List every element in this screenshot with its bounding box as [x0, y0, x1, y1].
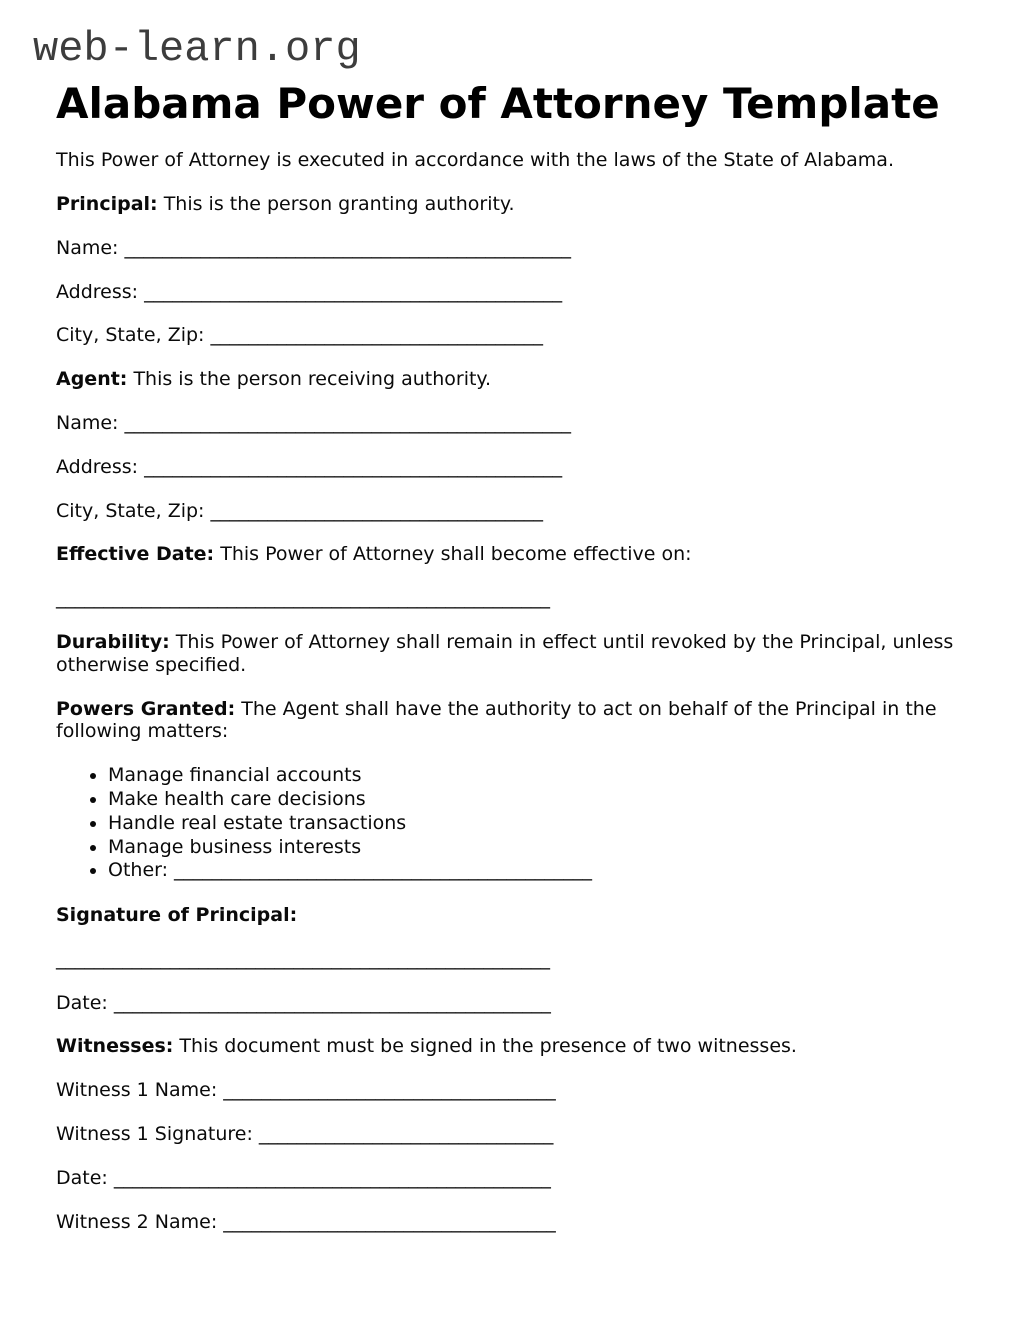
- witness-2-name-field: [56, 1211, 976, 1234]
- agent-name-field: [56, 412, 976, 435]
- principal-name-field: [56, 237, 976, 260]
- blank-line: ____________________________________________________: [56, 587, 550, 610]
- effective-date-blank-line: [56, 587, 976, 610]
- blank-line: ____________________________________________________: [56, 947, 550, 970]
- agent-description: This is the person receiving authority.: [127, 368, 491, 391]
- field-label: Date:: [56, 991, 108, 1014]
- blank-line: ___________________________________: [204, 324, 543, 347]
- effective-date-label: Effective Date:: [56, 543, 215, 566]
- agent-section-heading: [56, 368, 976, 391]
- power-item-other: [108, 859, 976, 883]
- blank-line: ______________________________________________: [107, 1166, 551, 1189]
- principal-description: This is the person granting authority.: [157, 193, 515, 216]
- blank-line: ____________________________________________: [168, 859, 593, 882]
- witnesses-section-heading: [56, 1035, 976, 1058]
- power-item-health-care: • Make health care decisions: [108, 788, 976, 812]
- durability-label: Durability:: [56, 631, 170, 654]
- field-label: City, State, Zip:: [56, 499, 205, 522]
- principal-address-field: [56, 281, 976, 304]
- witness-1-name-field: [56, 1079, 976, 1102]
- durability-description: This Power of Attorney shall remain in effect until revoked by the Principal, unless otherwise specified.: [56, 631, 954, 676]
- field-label: Name:: [56, 412, 119, 435]
- powers-list: [56, 764, 976, 883]
- powers-granted-section-heading: [56, 698, 976, 744]
- blank-line: ____________________________________________: [138, 455, 563, 478]
- witness-date-field: [56, 1167, 976, 1190]
- signature-blank-line: [56, 948, 976, 971]
- blank-line: _______________________________: [252, 1122, 554, 1145]
- signature-section-heading: [56, 904, 976, 927]
- power-item-real-estate: • Handle real estate transactions: [108, 812, 976, 836]
- agent-address-field: [56, 456, 976, 479]
- blank-line: ___________________________________: [217, 1210, 556, 1233]
- durability-section: [56, 631, 976, 677]
- field-label: Witness 1 Signature:: [56, 1122, 253, 1145]
- power-item-financial: • Manage financial accounts: [108, 764, 976, 788]
- field-label: Date:: [56, 1166, 108, 1189]
- powers-granted-description: The Agent shall have the authority to act on behalf of the Principal in the following matters:: [56, 697, 937, 743]
- signature-date-field: [56, 992, 976, 1015]
- witness-1-signature-field: [56, 1123, 976, 1146]
- principal-section-heading: [56, 193, 976, 216]
- field-label: Name:: [56, 236, 119, 259]
- intro-paragraph: This Power of Attorney is executed in accordance with the laws of the State of Alabama.: [56, 149, 894, 172]
- agent-label: Agent:: [56, 368, 128, 391]
- field-label: Other:: [108, 859, 169, 882]
- blank-line: _______________________________________________: [118, 412, 572, 435]
- witnesses-description: This document must be signed in the presence of two witnesses.: [173, 1035, 797, 1058]
- blank-line: ____________________________________________: [138, 280, 563, 303]
- field-label: Witness 1 Name:: [56, 1079, 218, 1102]
- witnesses-label: Witnesses:: [56, 1035, 174, 1058]
- blank-line: ___________________________________: [204, 499, 543, 522]
- power-item-business: • Manage business interests: [108, 836, 976, 860]
- blank-line: ______________________________________________: [107, 991, 551, 1014]
- effective-date-description: This Power of Attorney shall become effective on:: [214, 543, 692, 566]
- blank-line: ___________________________________: [217, 1079, 556, 1102]
- blank-line: _______________________________________________: [118, 236, 572, 259]
- page-title: Alabama Power of Attorney Template: [56, 79, 940, 128]
- field-label: Witness 2 Name:: [56, 1210, 218, 1233]
- agent-city-state-zip-field: [56, 500, 976, 523]
- effective-date-section-heading: [56, 543, 976, 566]
- field-label: City, State, Zip:: [56, 324, 205, 347]
- principal-city-state-zip-field: [56, 324, 976, 347]
- powers-granted-label: Powers Granted:: [56, 697, 236, 720]
- principal-label: Principal:: [56, 193, 158, 216]
- field-label: Address:: [56, 280, 139, 303]
- signature-label: Signature of Principal:: [56, 904, 298, 926]
- field-label: Address:: [56, 455, 139, 478]
- site-logo: web-learn.org: [33, 25, 361, 73]
